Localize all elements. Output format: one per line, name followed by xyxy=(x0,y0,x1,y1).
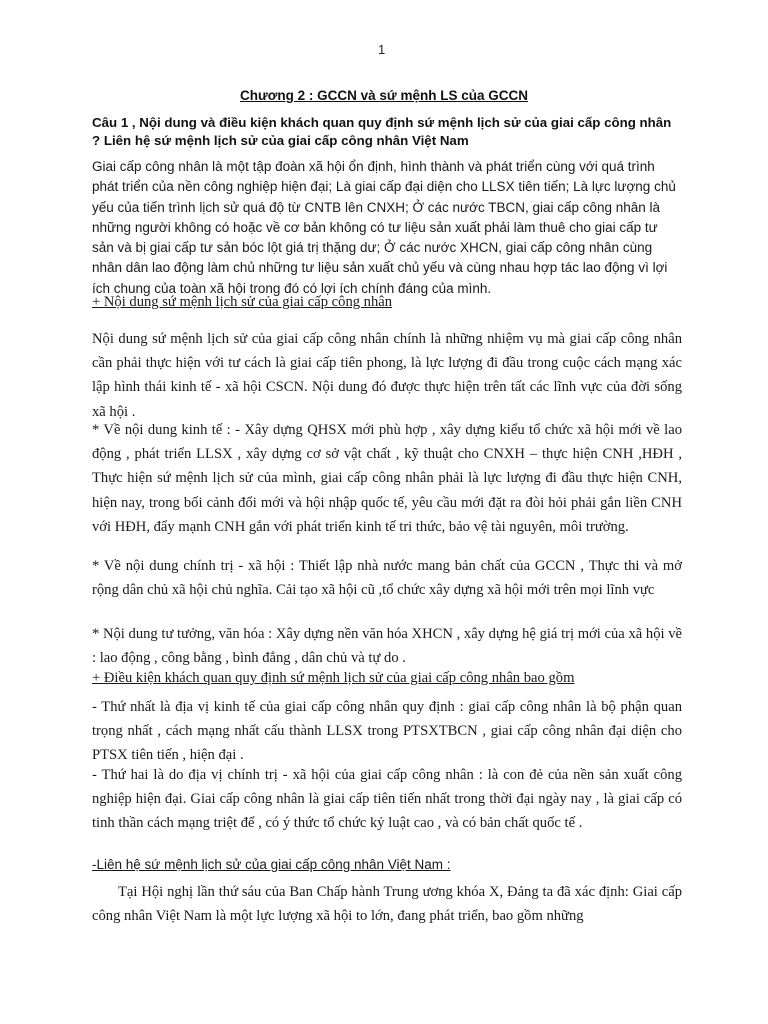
chapter-title: Chương 2 : GCCN và sứ mệnh LS của GCCN xyxy=(240,88,528,103)
condition-two-paragraph: - Thứ hai là do địa vị chính trị - xã hội của giai cấp công nhân : là con đẻ của nền sản xuất công nghiệp hiện đại. Giai cấp công nhân là giai cấp tiên tiến nhất trong thời đại ngày nay , là giai cấp có tinh thần cách mạng triệt để , có ý thức tổ chức kỷ luật cao , và có bản chất quốc tế . xyxy=(92,767,682,832)
section-heading-conditions: + Điều kiện khách quan quy định sứ mệnh lịch sử của giai cấp công nhân bao gồm xyxy=(92,670,575,686)
section-heading-content: + Nội dung sứ mệnh lịch sử của giai cấp công nhân xyxy=(92,294,393,310)
page-number: 1 xyxy=(378,42,386,57)
intro-paragraph: Giai cấp công nhân là một tập đoàn xã hội ổn định, hình thành và phát triển cùng với quá trình phát triển của nền công nghiệp hiện đại; Là giai cấp đại diện cho LLSX tiên tiến; Là lực lượng chủ yếu của tiến trình lịch sử quá độ từ CNTB lên CNXH; Ở các nước TBCN, giai cấp công nhân là những người không có hoặc về cơ bản không có tư liệu sản xuất phải làm thuê cho giai cấp tư sản và bị giai cấp tư sản bóc lột giá trị thặng dư; Ở các nước XHCN, giai cấp công nhân cùng nhân dân lao động làm chủ những tư liệu sản xuất chủ yếu và cùng nhau hợp tác lao động vì lợi ích chung của toàn xã hội trong đó có lợi ích chính đáng của mình. xyxy=(92,159,676,296)
condition-one-paragraph: - Thứ nhất là địa vị kinh tế của giai cấp công nhân quy định : giai cấp công nhân là bộ phận quan trọng nhất , cách mạng nhất cấu thành LLSX trong PTSXTBCN , giai cấp công nhân đại diện cho PTSX tiên tiến , hiện đại . xyxy=(92,699,682,764)
content-paragraph: Nội dung sứ mệnh lịch sử của giai cấp công nhân chính là những nhiệm vụ mà giai cấp công nhân cần phải thực hiện với tư cách là giai cấp tiên phong, là lực lượng đi đầu trong cuộc cách mạng xác lập hình thái kinh tế - xã hội CSCN. Nội dung đó được thực hiện trên tất các lĩnh vực của đời sống xã hội . xyxy=(92,331,682,420)
political-paragraph: * Về nội dung chính trị - xã hội : Thiết lập nhà nước mang bản chất của GCCN , Thực thi và mở rộng dân chủ xã hội chủ nghĩa. Cải tạo xã hội cũ ,tổ chức xây dựng xã hội mới trên mọi lĩnh vực xyxy=(92,558,682,599)
vietnam-paragraph: Tại Hội nghị lần thứ sáu của Ban Chấp hành Trung ương khóa X, Đảng ta đã xác định: Giai cấp công nhân Việt Nam là một lực lượng xã hội to lớn, đang phát triển, bao gồm những xyxy=(92,884,682,925)
ideology-paragraph: * Nội dung tư tưởng, văn hóa : Xây dựng nền văn hóa XHCN , xây dựng hệ giá trị mới của xã hội về : lao động , công bằng , bình đẳng , dân chủ và tự do . xyxy=(92,626,682,667)
section-heading-vietnam: -Liên hệ sứ mệnh lịch sử của giai cấp công nhân Việt Nam : xyxy=(92,857,451,872)
economic-paragraph: * Về nội dung kinh tế : - Xây dựng QHSX mới phù hợp , xây dựng kiểu tổ chức xã hội mới về lao động , phát triển LLSX , xây dựng cơ sở vật chất , kỹ thuật cho CNXH – thực hiện CNH ,HĐH , Thực hiện sứ mệnh lịch sử của mình, giai cấp công nhân phải là lực lượng đi đầu thực hiện CNH, hiện nay, trong bối cảnh đổi mới và hội nhập quốc tế, yêu cầu mới đặt ra đòi hỏi phải gắn liền CNH với HĐH, đẩy mạnh CNH gắn với phát triển kinh tế tri thức, bảo vệ tài nguyên, môi trường. xyxy=(92,422,682,535)
question-heading: Câu 1 , Nội dung và điều kiện khách quan quy định sứ mệnh lịch sử của giai cấp công nhân ? Liên hệ sứ mệnh lịch sử của giai cấp công nhân Việt Nam xyxy=(92,115,672,148)
